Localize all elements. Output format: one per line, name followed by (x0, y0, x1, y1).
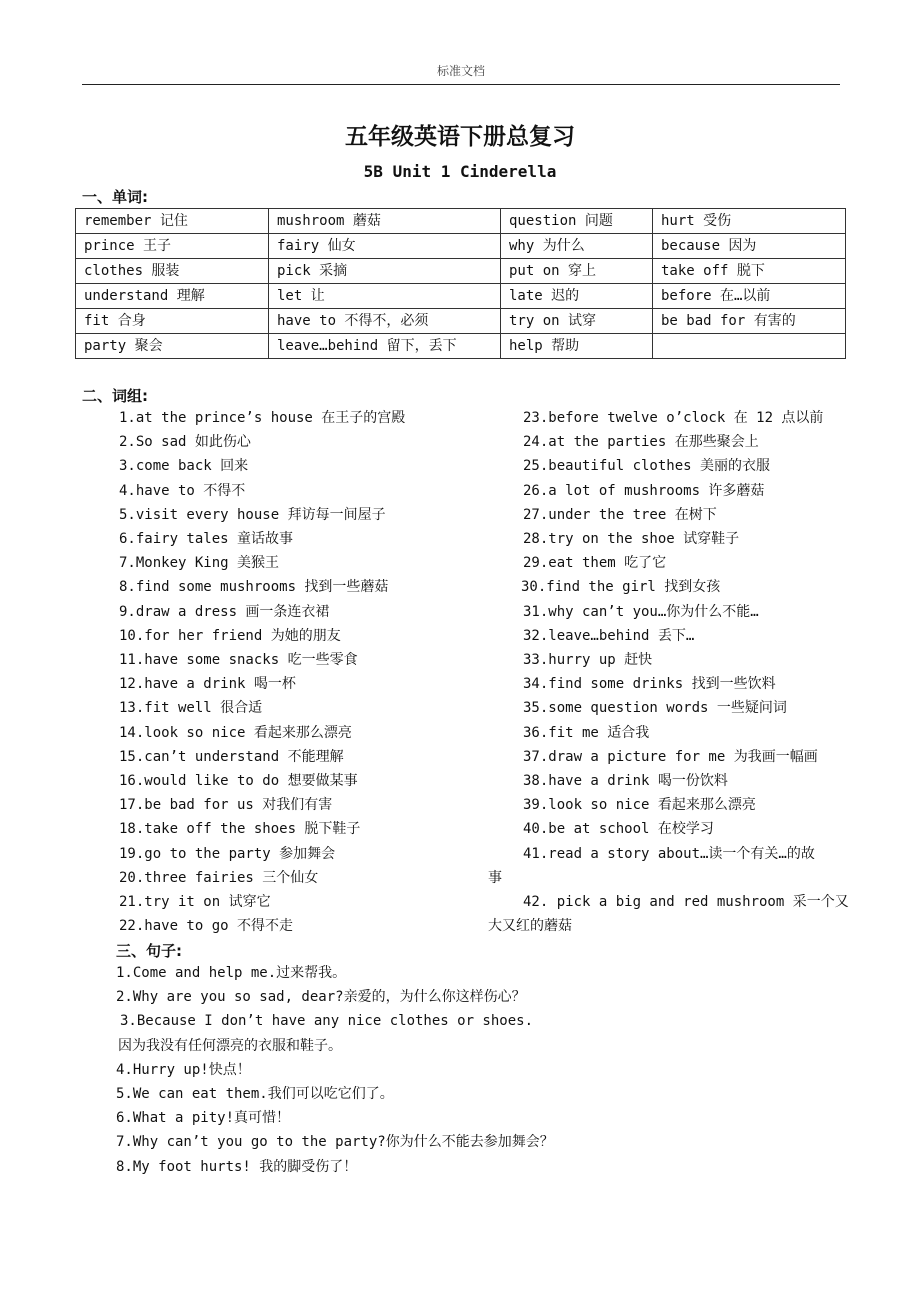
phrase-item: 24.at the parties 在那些聚会上 (523, 434, 759, 451)
table-cell: let 让 (269, 284, 501, 309)
table-cell: leave…behind 留下，丢下 (269, 334, 501, 359)
phrase-item: 25.beautiful clothes 美丽的衣服 (523, 458, 771, 475)
phrase-item: 32.leave…behind 丢下… (523, 627, 695, 644)
table-cell: take off 脱下 (653, 259, 846, 284)
table-cell: hurt 受伤 (653, 209, 846, 234)
sentence-item: 6.What a pity!真可惜！ (116, 1110, 291, 1127)
running-header: 标准文档 (436, 64, 485, 78)
page-title: 五年级英语下册总复习 (345, 124, 575, 150)
phrase-item: 37.draw a picture for me 为我画一幅画 (523, 748, 818, 765)
phrase-item: 9.draw a dress 画一条连衣裙 (119, 603, 330, 620)
table-row (76, 209, 846, 234)
phrase-item: 5.visit every house 拜访每一间屋子 (119, 506, 386, 523)
sentence-item: 4.Hurry up!快点！ (116, 1061, 251, 1078)
table-cell: be bad for 有害的 (653, 309, 846, 334)
phrase-item: 22.have to go 不得不走 (119, 918, 294, 935)
vocabulary-table (75, 208, 846, 359)
phrase-item: 20.three fairies 三个仙女 (119, 869, 319, 886)
phrase-item: 31.why can’t you…你为什么不能… (523, 603, 759, 620)
phrase-item: 7.Monkey King 美猴王 (119, 555, 280, 572)
table-row (76, 334, 846, 359)
sentence-item: 2.Why are you so sad, dear?亲爱的，为什么你这样伤心？ (116, 989, 526, 1006)
phrase-item: 27.under the tree 在树下 (523, 506, 717, 523)
section-heading-words: 一、单词: (82, 188, 148, 206)
table-cell (653, 334, 846, 359)
table-cell: help 帮助 (501, 334, 653, 359)
phrase-item: 8.find some mushrooms 找到一些蘑菇 (119, 579, 389, 596)
table-row (76, 309, 846, 334)
sentence-item: 8.My foot hurts! 我的脚受伤了！ (116, 1158, 358, 1175)
phrase-item: 28.try on the shoe 试穿鞋子 (523, 531, 740, 547)
table-row (76, 284, 846, 309)
phrase-item: 13.fit well 很合适 (119, 700, 263, 717)
table-cell: clothes 服装 (76, 259, 269, 284)
table-cell: try on 试穿 (501, 309, 653, 334)
table-cell: prince 王子 (76, 234, 269, 259)
table-cell: put on 穿上 (501, 259, 653, 284)
table-row (76, 259, 846, 284)
phrase-item: 6.fairy tales 童话故事 (119, 531, 294, 547)
table-cell: question 问题 (501, 209, 653, 234)
sentence-item: 3.Because I don’t have any nice clothes or shoes. (120, 1013, 534, 1030)
phrase-item: 35.some question words 一些疑问词 (523, 700, 787, 717)
phrase-item: 15.can’t understand 不能理解 (119, 748, 344, 765)
phrase-item: 大又红的蘑菇 (488, 918, 572, 935)
sentence-item: 5.We can eat them.我们可以吃它们了。 (116, 1086, 394, 1102)
phrase-item: 34.find some drinks 找到一些饮料 (523, 676, 776, 693)
table-cell: mushroom 蘑菇 (269, 209, 501, 234)
phrase-item: 17.be bad for us 对我们有害 (119, 797, 333, 814)
phrase-item: 33.hurry up 赶快 (523, 652, 653, 668)
phrase-item: 4.have to 不得不 (119, 482, 246, 499)
phrase-item: 38.have a drink 喝一份饮料 (523, 773, 728, 789)
phrase-item: 40.be at school 在校学习 (523, 821, 714, 838)
phrase-item: 36.fit me 适合我 (523, 724, 650, 741)
phrase-item: 2.So sad 如此伤心 (119, 434, 251, 451)
phrase-item: 14.look so nice 看起来那么漂亮 (119, 724, 352, 741)
phrase-item: 26.a lot of mushrooms 许多蘑菇 (523, 482, 765, 499)
phrase-item: 39.look so nice 看起来那么漂亮 (523, 797, 756, 814)
table-cell: have to 不得不，必须 (269, 309, 501, 334)
phrase-item: 11.have some snacks 吃一些零食 (119, 652, 358, 668)
phrase-item: 30.find the girl 找到女孩 (521, 579, 721, 596)
table-cell: because 因为 (653, 234, 846, 259)
unit-subtitle: 5B Unit 1 Cinderella (363, 162, 557, 181)
phrase-item: 10.for her friend 为她的朋友 (119, 627, 341, 644)
section-heading-phrases: 二、词组: (82, 387, 148, 405)
phrase-item: 事 (488, 869, 502, 886)
table-row (76, 234, 846, 259)
table-cell: remember 记住 (76, 209, 269, 234)
phrase-item: 1.at the prince’s house 在王子的宫殿 (119, 410, 406, 426)
phrase-item: 3.come back 回来 (119, 458, 249, 475)
section-heading-sentences: 三、句子: (116, 942, 182, 960)
phrase-item: 23.before twelve o’clock 在 12 点以前 (523, 410, 824, 426)
phrase-item: 18.take off the shoes 脱下鞋子 (119, 821, 361, 838)
header-rule (82, 84, 840, 85)
table-cell: party 聚会 (76, 334, 269, 359)
table-cell: before 在…以前 (653, 284, 846, 309)
sentence-item: 1.Come and help me.过来帮我。 (116, 965, 347, 981)
table-cell: pick 采摘 (269, 259, 501, 284)
table-cell: late 迟的 (501, 284, 653, 309)
table-cell: fit 合身 (76, 309, 269, 334)
phrase-item: 21.try it on 试穿它 (119, 894, 271, 910)
table-cell: understand 理解 (76, 284, 269, 309)
phrase-item: 41.read a story about…读一个有关…的故 (523, 845, 815, 862)
phrase-item: 16.would like to do 想要做某事 (119, 773, 358, 789)
phrase-item: 29.eat them 吃了它 (523, 555, 667, 572)
phrase-item: 12.have a drink 喝一杯 (119, 676, 296, 693)
table-cell: fairy 仙女 (269, 234, 501, 259)
phrase-item: 42. pick a big and red mushroom 采一个又 (523, 894, 849, 910)
sentence-item: 7.Why can’t you go to the party?你为什么不能去参加舞会？ (116, 1134, 554, 1151)
table-cell: why 为什么 (501, 234, 653, 259)
phrase-item: 19.go to the party 参加舞会 (119, 845, 336, 862)
sentence-item: 因为我没有任何漂亮的衣服和鞋子。 (118, 1037, 342, 1054)
